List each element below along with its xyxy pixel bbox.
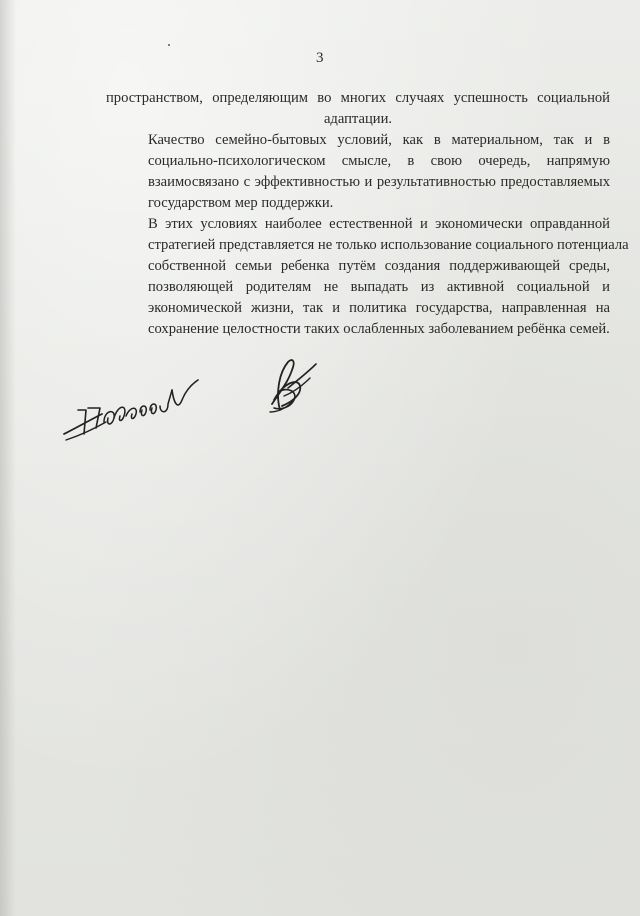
text-line: государством мер поддержки.	[148, 195, 334, 211]
paragraph-3	[106, 214, 629, 340]
text-line: собственной семьи ребенка путём создания поддерживающей среды,	[148, 258, 610, 274]
text-line: адаптации.	[323, 111, 393, 127]
text-line: В этих условиях наиболее естественной и экономически оправданной	[148, 216, 610, 232]
text-line: сохранение целостности таких ослабленных заболеванием ребёнка семей.	[148, 321, 610, 337]
paragraph-2	[106, 130, 610, 214]
text-line: позволяющей родителям не выпадать из активной социальной и	[148, 279, 610, 295]
document-body	[106, 88, 629, 340]
speck-mark	[168, 44, 170, 46]
text-line: стратегией представляется не только использование социального потенциала	[148, 237, 629, 253]
page-shadow-edge	[0, 0, 16, 916]
paragraph-1	[106, 88, 610, 130]
text-line: пространством, определяющим во многих случаях успешность социальной	[106, 90, 610, 106]
page-number: 3	[316, 50, 324, 66]
handwritten-signature-1-icon	[56, 370, 206, 450]
handwritten-signature-2-icon	[258, 352, 328, 422]
text-line: социально-психологическом смысле, в свою очередь, напрямую	[148, 153, 610, 169]
text-line: экономической жизни, так и политика государства, направленная на	[148, 300, 610, 316]
text-line: взаимосвязано с эффективностью и результативностью предоставляемых	[148, 174, 610, 190]
text-line: Качество семейно-бытовых условий, как в материальном, так и в	[148, 132, 610, 148]
